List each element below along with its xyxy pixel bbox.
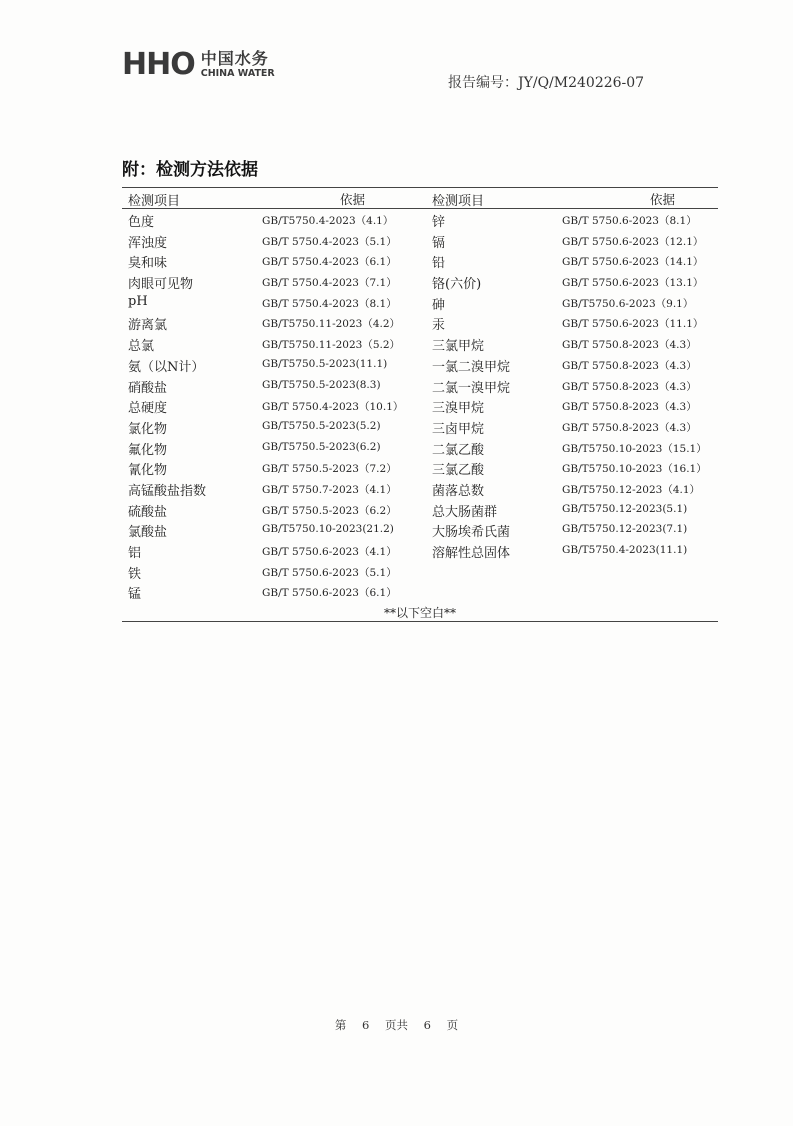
methods-table <box>122 187 718 622</box>
page-of: 页共 <box>385 1018 408 1032</box>
test-basis: GB/T5750.5-2023(11.1) <box>262 357 388 370</box>
table-row <box>122 437 718 458</box>
test-item: 氯酸盐 <box>128 525 168 541</box>
table-row <box>122 416 718 437</box>
test-basis: GB/T5750.11-2023（4.2） <box>262 318 401 331</box>
test-item: 菌落总数 <box>432 483 485 499</box>
table-row <box>122 581 718 602</box>
test-basis: GB/T 5750.6-2023（6.1） <box>262 587 397 600</box>
test-basis: GB/T 5750.8-2023（4.3） <box>562 421 697 434</box>
test-basis: GB/T 5750.4-2023（10.1） <box>262 401 404 414</box>
test-item: 大肠埃希氏菌 <box>432 525 511 541</box>
table-header <box>122 187 718 209</box>
test-item: 总大肠菌群 <box>432 504 498 520</box>
end-note: **以下空白** <box>122 602 718 622</box>
table-row <box>122 499 718 520</box>
table-body <box>122 209 718 602</box>
test-basis: GB/T5750.6-2023（9.1） <box>562 297 694 310</box>
table-row <box>122 375 718 396</box>
test-item: 色度 <box>128 215 155 230</box>
page-footer <box>0 1017 793 1033</box>
test-basis: GB/T 5750.8-2023（4.3） <box>562 401 697 414</box>
test-item: 氰化物 <box>128 463 168 479</box>
test-item: 汞 <box>432 318 446 334</box>
header-basis-1: 依据 <box>340 192 366 207</box>
test-item: 锰 <box>128 587 142 603</box>
logo-en: CHINA WATER <box>200 68 275 80</box>
table-row <box>122 209 718 230</box>
test-basis: GB/T 5750.4-2023（7.1） <box>262 277 397 290</box>
table-row <box>122 354 718 375</box>
test-basis: GB/T5750.10-2023(21.2) <box>262 523 394 536</box>
test-basis: GB/T 5750.4-2023（8.1） <box>262 297 397 310</box>
test-basis: GB/T 5750.8-2023（4.3） <box>562 380 697 393</box>
test-basis: GB/T 5750.6-2023（12.1） <box>562 235 704 248</box>
test-basis: GB/T 5750.5-2023（7.2） <box>262 463 397 476</box>
test-item: 三卤甲烷 <box>432 421 485 437</box>
test-basis: GB/T5750.5-2023(5.2) <box>262 419 381 432</box>
table-row <box>122 312 718 333</box>
test-item: 臭和味 <box>128 256 168 272</box>
test-basis: GB/T 5750.6-2023（4.1） <box>262 546 397 558</box>
test-item: 氨（以N计） <box>128 359 205 375</box>
test-item: 游离氯 <box>128 318 168 334</box>
test-basis: GB/T5750.11-2023（5.2） <box>262 339 401 352</box>
page-total: 6 <box>423 1018 431 1032</box>
test-basis: GB/T 5750.7-2023（4.1） <box>262 483 397 496</box>
page-suffix: 页 <box>446 1018 459 1032</box>
test-item: 铝 <box>128 546 142 561</box>
table-row <box>122 292 718 313</box>
test-item: 氟化物 <box>128 442 168 458</box>
test-item: 三氯甲烷 <box>432 339 485 355</box>
test-item: 一氯二溴甲烷 <box>432 359 511 375</box>
table-row <box>122 457 718 478</box>
section-title: 附：检测方法依据 <box>122 160 258 180</box>
test-item: 硫酸盐 <box>128 504 168 520</box>
test-item: 二氯一溴甲烷 <box>432 380 511 396</box>
test-basis: GB/T 5750.5-2023（6.2） <box>262 504 397 517</box>
test-item: pH <box>128 293 148 309</box>
test-basis: GB/T 5750.6-2023（11.1） <box>562 318 704 331</box>
test-basis: GB/T5750.12-2023（4.1） <box>562 483 701 496</box>
test-item: 锌 <box>432 215 446 230</box>
table-row <box>122 250 718 271</box>
test-item: 铁 <box>128 566 142 582</box>
table-row <box>122 519 718 540</box>
page-number: 6 <box>362 1018 370 1032</box>
table-row <box>122 333 718 354</box>
test-item: 二氯乙酸 <box>432 442 485 458</box>
test-basis: GB/T 5750.4-2023（5.1） <box>262 235 397 248</box>
test-basis: GB/T5750.10-2023（15.1） <box>562 442 707 455</box>
table-row <box>122 561 718 582</box>
test-basis: GB/T 5750.6-2023（13.1） <box>562 277 704 290</box>
table-row <box>122 395 718 416</box>
test-item: 镉 <box>432 235 446 251</box>
test-item: 溶解性总固体 <box>432 546 511 561</box>
test-item: 铅 <box>432 256 446 272</box>
test-basis: GB/T5750.4-2023（4.1） <box>262 215 394 227</box>
table-row <box>122 230 718 251</box>
header-item-1: 检测项目 <box>128 194 181 209</box>
test-item: 三氯乙酸 <box>432 463 485 479</box>
test-basis: GB/T5750.12-2023(7.1) <box>562 523 688 536</box>
header-item-2: 检测项目 <box>432 194 485 209</box>
test-basis: GB/T5750.5-2023(6.2) <box>262 440 381 453</box>
test-item: 总氯 <box>128 339 155 355</box>
test-item: 高锰酸盐指数 <box>128 483 207 499</box>
test-item: 铬(六价) <box>432 277 482 293</box>
test-basis: GB/T5750.5-2023(8.3) <box>262 378 381 391</box>
table-row <box>122 478 718 499</box>
test-item: 砷 <box>432 297 446 313</box>
test-item: 肉眼可见物 <box>128 277 194 293</box>
table-row <box>122 540 718 561</box>
header-basis-2: 依据 <box>650 192 676 207</box>
test-basis: GB/T 5750.6-2023（8.1） <box>562 215 697 227</box>
page-label: 第 <box>334 1018 347 1032</box>
company-logo <box>122 47 275 82</box>
test-item: 硝酸盐 <box>128 380 168 396</box>
logo-mark: HHO <box>122 47 195 82</box>
report-number: 报告编号：JY/Q/M240226-07 <box>448 75 645 91</box>
test-basis: GB/T5750.12-2023(5.1) <box>562 502 688 515</box>
test-item: 三溴甲烷 <box>432 401 485 417</box>
test-basis: GB/T 5750.8-2023（4.3） <box>562 339 697 352</box>
test-basis: GB/T5750.10-2023（16.1） <box>562 463 707 476</box>
test-basis: GB/T 5750.4-2023（6.1） <box>262 256 397 269</box>
test-item: 氯化物 <box>128 421 168 437</box>
test-item: 总硬度 <box>128 401 168 417</box>
test-item: 浑浊度 <box>128 235 168 251</box>
test-basis: GB/T 5750.6-2023（14.1） <box>562 256 704 269</box>
test-basis: GB/T 5750.6-2023（5.1） <box>262 566 397 579</box>
test-basis: GB/T 5750.8-2023（4.3） <box>562 359 697 372</box>
table-row <box>122 271 718 292</box>
logo-cn: 中国水务 <box>200 49 269 69</box>
logo-text <box>201 51 275 79</box>
test-basis: GB/T5750.4-2023(11.1) <box>562 544 688 556</box>
